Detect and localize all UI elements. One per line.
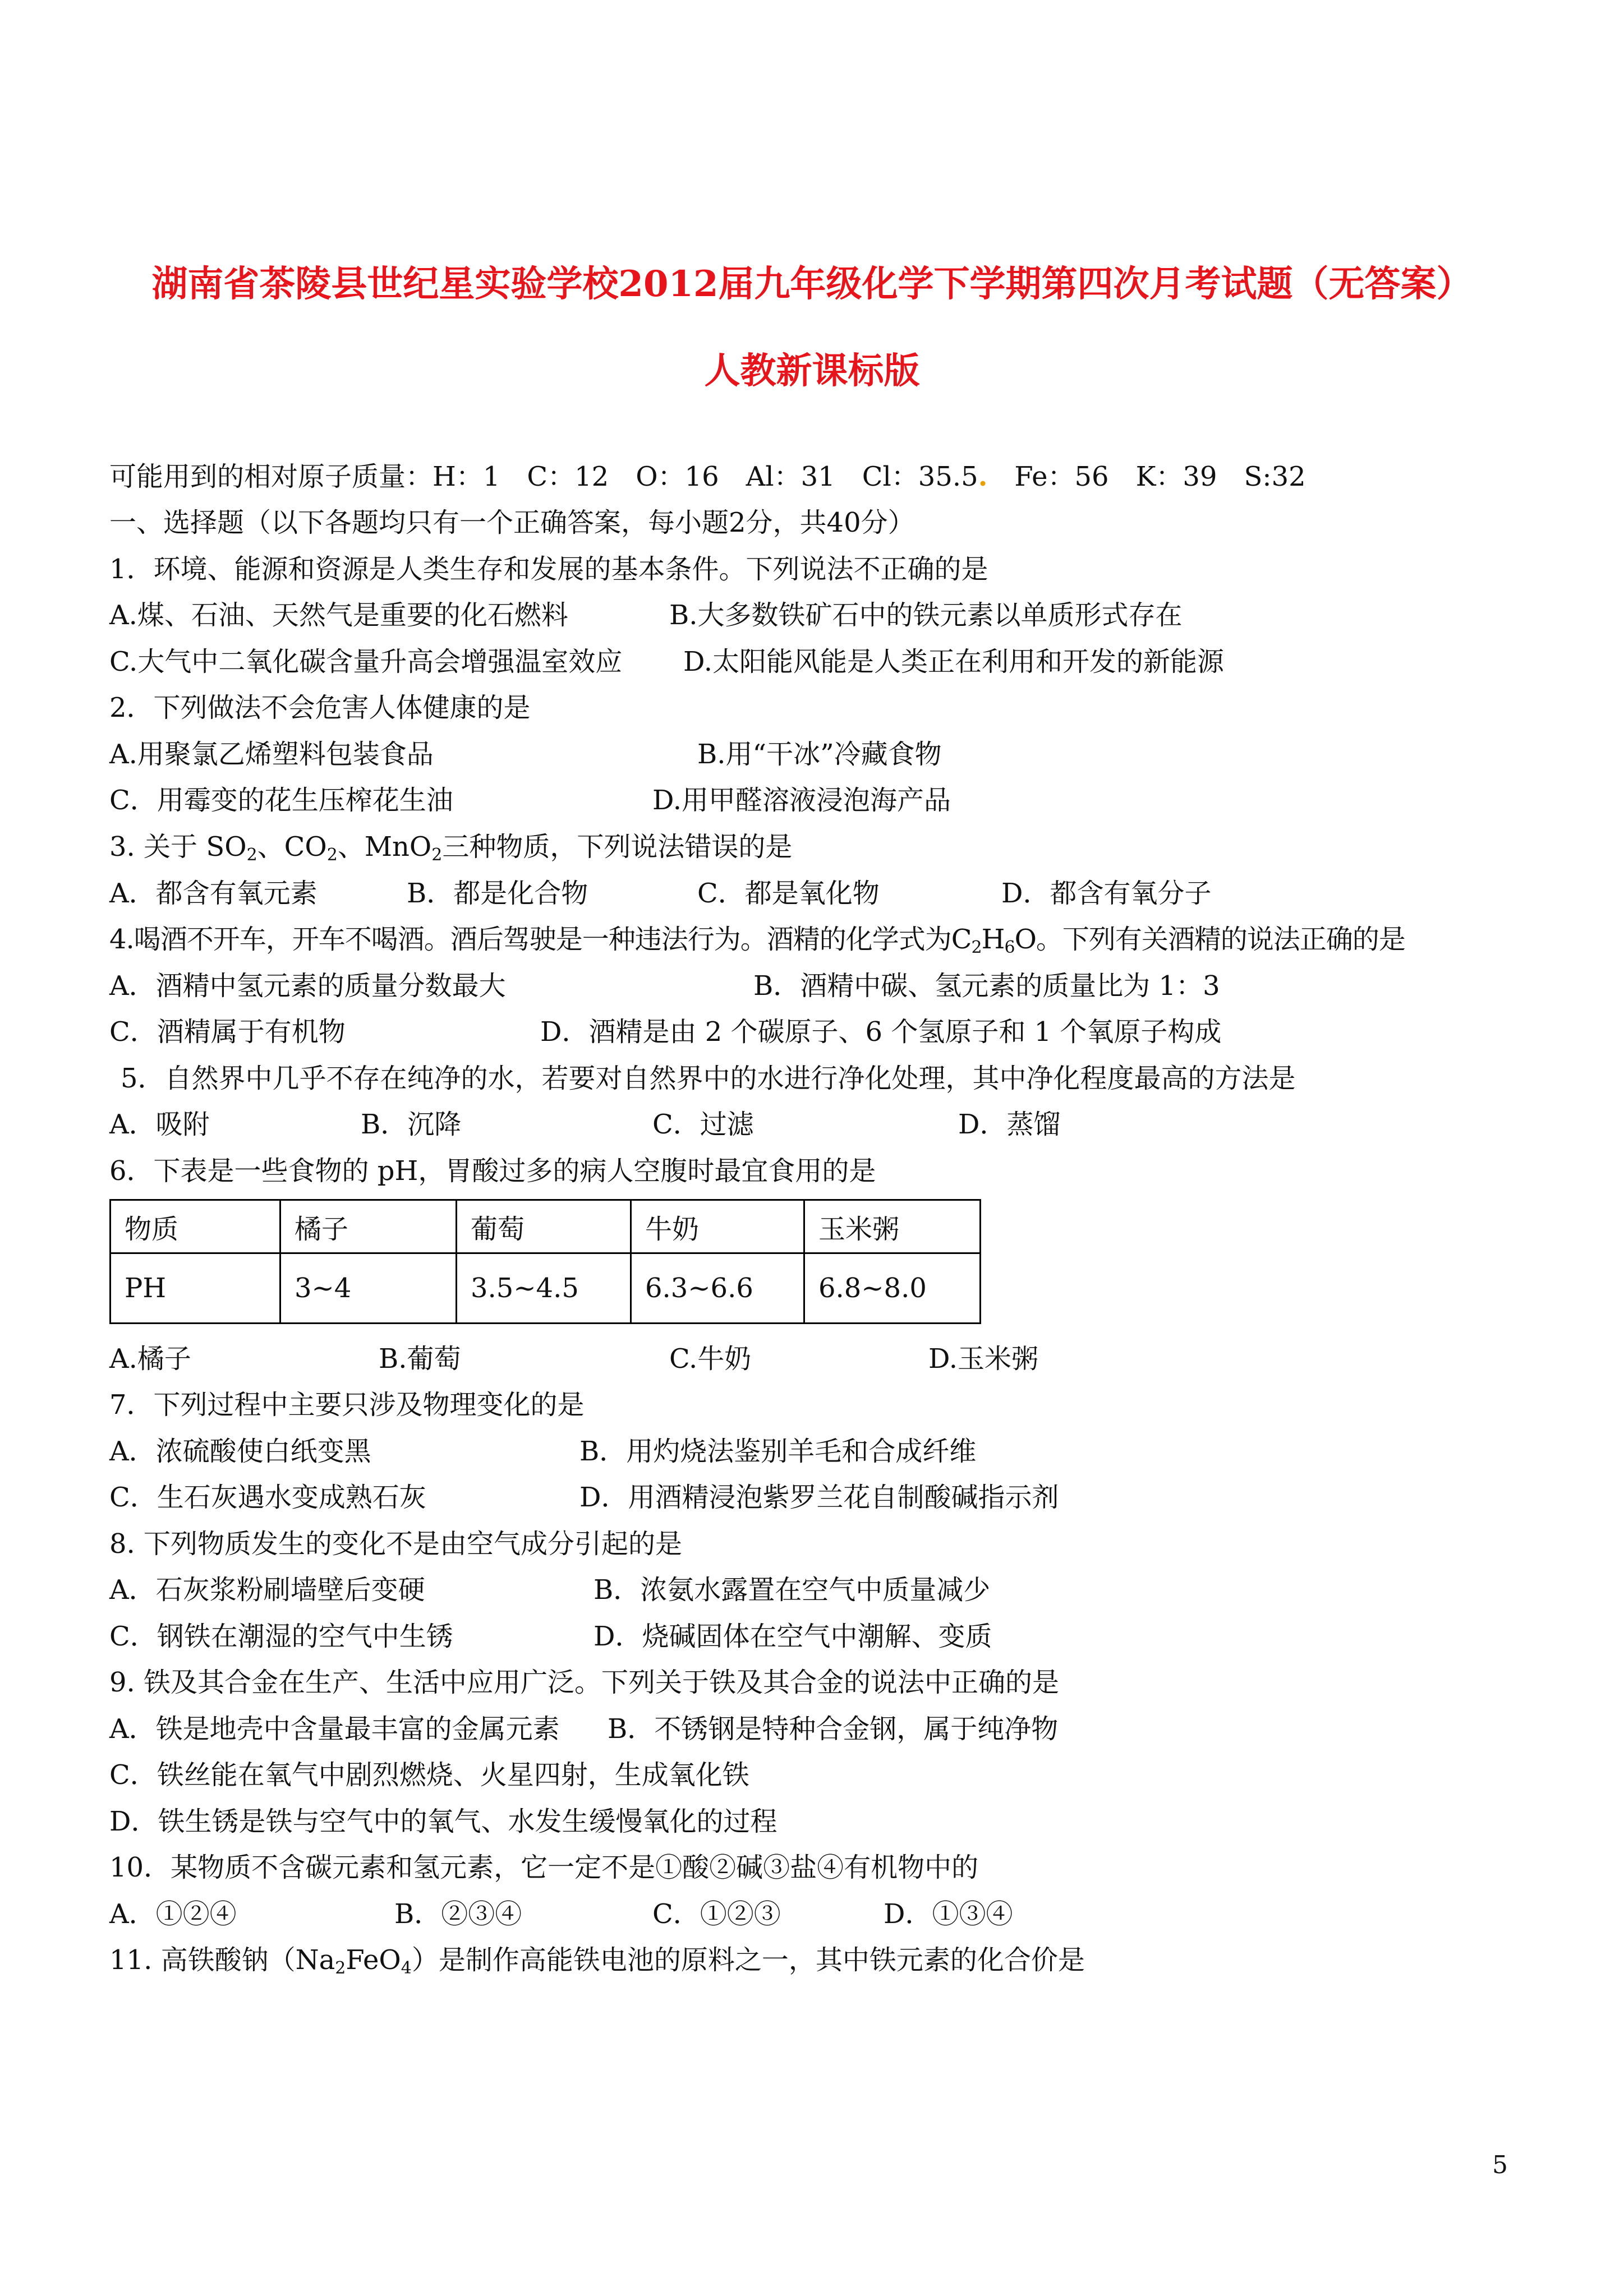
atomic-masses: 可能用到的相对原子质量：H：1 C：12 O：16 Al：31 Cl：35.5. Fe：56 K：39 S:32 bbox=[109, 461, 1306, 492]
q5-option-a: A．吸附 bbox=[109, 1109, 210, 1140]
q4-option-c: C．酒精属于有机物 bbox=[109, 1016, 346, 1048]
q9-stem: 9. 铁及其合金在生产、生活中应用广泛。下列关于铁及其合金的说法中正确的是 bbox=[109, 1667, 1060, 1698]
q6-option-b: B.葡萄 bbox=[379, 1343, 461, 1375]
q4-stem: 4.喝酒不开车，开车不喝酒。酒后驾驶是一种违法行为。酒精的化学式为$C_2H_6O$。下列有关酒精的说法正确的是 bbox=[109, 924, 1405, 957]
q6-option-d: D.玉米粥 bbox=[928, 1343, 1039, 1375]
stray-dot: . bbox=[978, 461, 988, 492]
q5-option-c: C．过滤 bbox=[652, 1109, 754, 1140]
ph-table-cell: 玉米粥 bbox=[804, 1200, 981, 1253]
section-heading: 一、选择题（以下各题均只有一个正确答案，每小题2分，共40分） bbox=[109, 507, 915, 538]
q1-option-a: A.煤、石油、天然气是重要的化石燃料 bbox=[109, 600, 568, 631]
q8-option-b: B．浓氨水露置在空气中质量减少 bbox=[594, 1574, 991, 1606]
q3-option-d: D．都含有氧分子 bbox=[1001, 878, 1212, 909]
q10-option-c: C．①②③ bbox=[652, 1898, 781, 1930]
q8-option-c: C．钢铁在潮湿的空气中生锈 bbox=[109, 1621, 453, 1652]
q9-option-b: B．不锈钢是特种合金钢，属于纯净物 bbox=[608, 1713, 1059, 1745]
q10-stem: 10．某物质不含碳元素和氢元素，它一定不是①酸②碱③盐④有机物中的 bbox=[109, 1852, 979, 1883]
q3-option-b: B．都是化合物 bbox=[407, 878, 588, 909]
q4-option-d: D．酒精是由 2 个碳原子、6 个氢原子和 1 个氧原子构成 bbox=[540, 1016, 1222, 1048]
ph-table-cell: 牛奶 bbox=[631, 1200, 804, 1253]
q2-option-d: D.用甲醛溶液浸泡海产品 bbox=[652, 785, 951, 816]
q4-option-a: A．酒精中氢元素的质量分数最大 bbox=[109, 970, 506, 1002]
q6-option-a: A.橘子 bbox=[109, 1343, 191, 1375]
q11-stem: 11. 高铁酸钠$(Na_2FeO_4)$是制作高能铁电池的原料之一，其中铁元素的化合价是 bbox=[109, 1944, 1085, 1978]
ph-table-header-row bbox=[111, 1200, 981, 1253]
q3-option-a: A．都含有氧元素 bbox=[109, 878, 318, 909]
exam-title-line1: 湖南省茶陵县世纪星实验学校2012届九年级化学下学期第四次月考试题（无答案） bbox=[151, 263, 1473, 305]
q9-option-d: D．铁生锈是铁与空气中的氧气、水发生缓慢氧化的过程 bbox=[109, 1806, 778, 1837]
q1-option-b: B.大多数铁矿石中的铁元素以单质形式存在 bbox=[669, 600, 1183, 631]
q2-stem: 2．下列做法不会危害人体健康的是 bbox=[109, 692, 531, 723]
q10-option-b: B．②③④ bbox=[394, 1898, 522, 1930]
q5-option-b: B．沉降 bbox=[361, 1109, 462, 1140]
ph-table bbox=[109, 1199, 981, 1324]
q8-option-d: D．烧碱固体在空气中潮解、变质 bbox=[594, 1621, 992, 1652]
q2-option-b: B.用“干冰”冷藏食物 bbox=[697, 739, 942, 770]
ph-table-cell: 6.3~6.6 bbox=[631, 1253, 804, 1324]
exam-title-line2: 人教新课标版 bbox=[704, 350, 920, 392]
q2-option-c: C．用霉变的花生压榨花生油 bbox=[109, 785, 453, 816]
q3-stem: 3. 关于 $SO_2$、$CO_2$、MnO$_2$三种物质，下列说法错误的是 bbox=[109, 831, 793, 865]
q7-option-c: C．生石灰遇水变成熟石灰 bbox=[109, 1482, 426, 1513]
ph-table-cell: 橘子 bbox=[280, 1200, 457, 1253]
q8-stem: 8. 下列物质发生的变化不是由空气成分引起的是 bbox=[109, 1528, 683, 1560]
ph-table-cell: 物质 bbox=[111, 1200, 280, 1253]
q5-stem: 5．自然界中几乎不存在纯净的水，若要对自然界中的水进行净化处理，其中净化程度最高的方法是 bbox=[121, 1063, 1296, 1094]
q7-option-d: D．用酒精浸泡紫罗兰花自制酸碱指示剂 bbox=[579, 1482, 1059, 1513]
page-number: 5 bbox=[1492, 2151, 1508, 2179]
q5-option-d: D．蒸馏 bbox=[958, 1109, 1061, 1140]
q1-option-d: D.太阳能风能是人类正在利用和开发的新能源 bbox=[683, 646, 1225, 677]
q6-stem: 6．下表是一些食物的 pH，胃酸过多的病人空腹时最宜食用的是 bbox=[109, 1155, 876, 1187]
q9-option-c: C．铁丝能在氧气中剧烈燃烧、火星四射，生成氧化铁 bbox=[109, 1759, 749, 1791]
ph-table-cell: 3~4 bbox=[280, 1253, 457, 1324]
q4-option-b: B．酒精中碳、氢元素的质量比为 1：3 bbox=[753, 970, 1220, 1002]
q10-option-d: D．①③④ bbox=[884, 1898, 1013, 1930]
q3-option-c: C．都是氧化物 bbox=[697, 878, 880, 909]
q2-option-a: A.用聚氯乙烯塑料包装食品 bbox=[109, 739, 434, 770]
q10-option-a: A．①②④ bbox=[109, 1898, 237, 1930]
ph-table-cell: 3.5~4.5 bbox=[457, 1253, 631, 1324]
ph-table-cell: PH bbox=[111, 1253, 280, 1324]
q8-option-a: A．石灰浆粉刷墙壁后变硬 bbox=[109, 1574, 425, 1606]
ph-table-value-row bbox=[111, 1253, 981, 1324]
q1-stem: 1．环境、能源和资源是人类生存和发展的基本条件。下列说法不正确的是 bbox=[109, 554, 988, 585]
ph-table-cell: 6.8~8.0 bbox=[804, 1253, 981, 1324]
q7-option-a: A．浓硫酸使白纸变黑 bbox=[109, 1436, 371, 1467]
q6-option-c: C.牛奶 bbox=[669, 1343, 752, 1375]
q7-option-b: B．用灼烧法鉴别羊毛和合成纤维 bbox=[579, 1436, 977, 1467]
q7-stem: 7．下列过程中主要只涉及物理变化的是 bbox=[109, 1389, 585, 1421]
q9-option-a: A．铁是地壳中含量最丰富的金属元素 bbox=[109, 1713, 560, 1745]
ph-table-cell: 葡萄 bbox=[457, 1200, 631, 1253]
q1-option-c: C.大气中二氧化碳含量升高会增强温室效应 bbox=[109, 646, 623, 677]
